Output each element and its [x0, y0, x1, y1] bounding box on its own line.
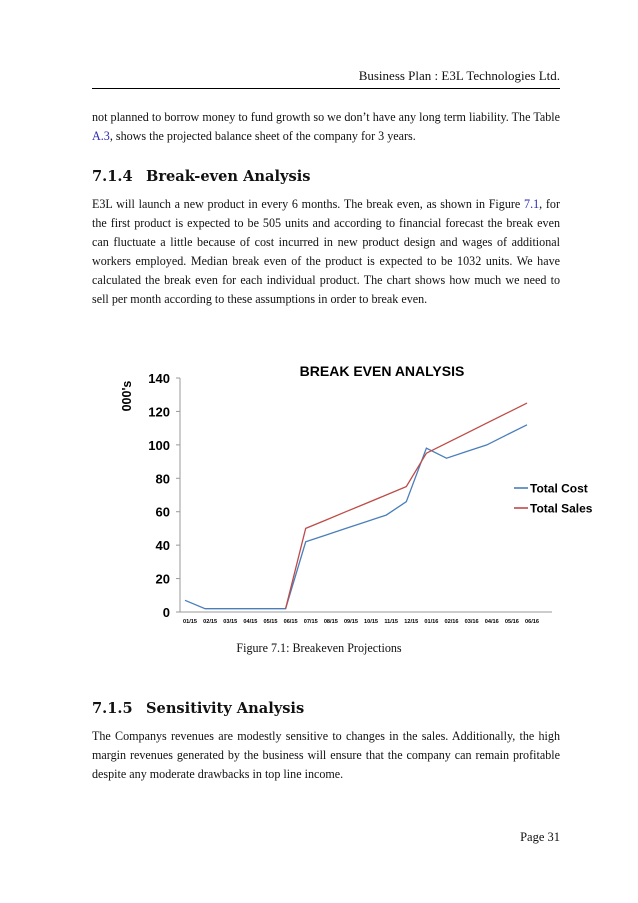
- y-tick-label: 20: [155, 571, 170, 587]
- x-tick-label: 12/15: [404, 619, 419, 625]
- break-even-paragraph: [92, 195, 560, 309]
- x-tick-label: 06/15: [283, 619, 298, 625]
- y-tick-label: 120: [148, 404, 170, 420]
- section-heading-break-even: [92, 168, 310, 185]
- section-title: Break-even Analysis: [146, 168, 311, 185]
- x-tick-label: 09/15: [343, 619, 358, 625]
- figure-link[interactable]: 7.1: [524, 197, 540, 211]
- x-tick-label: 02/15: [203, 619, 218, 625]
- x-tick-label: 02/16: [444, 619, 459, 625]
- x-tick-label: 10/15: [364, 619, 379, 625]
- table-link[interactable]: A.3: [92, 129, 110, 143]
- break-even-chart: [100, 350, 593, 630]
- x-tick-label: 01/16: [424, 619, 439, 625]
- legend-label: Total Cost: [530, 481, 588, 496]
- x-tick-label: 04/16: [484, 619, 499, 625]
- x-tick-label: 04/15: [243, 619, 258, 625]
- section-number: 7.1.5: [92, 700, 133, 717]
- x-tick-label: 01/15: [183, 619, 197, 625]
- section-title: Sensitivity Analysis: [146, 700, 305, 717]
- sensitivity-text: The Companys revenues are modestly sensitive to changes in the sales. Additionally, the high margin revenues generated by the business will ensure that the company can remain profitable despite any moderate drawbacks in top line income.: [92, 729, 560, 781]
- x-tick-label: 11/15: [384, 619, 399, 625]
- x-tick-label: 08/15: [323, 619, 338, 625]
- x-tick-label: 05/15: [263, 619, 278, 625]
- break-even-text-2: , for the first product is expected to be 505 units and according to financial forecast the break even can fluctuate a little because of cost incurred in new product design and wages of additional workers employed. Median break even of the product is expected to be 1032 units. We have calculated the break even for each individual product. The chart shows how much we need to sell per month according to these assumptions in order to break even.: [92, 197, 560, 306]
- figure-caption: Figure 7.1: Breakeven Projections: [236, 641, 402, 655]
- section-heading-sensitivity: [92, 700, 304, 717]
- series-line-total-sales: [286, 403, 527, 609]
- intro-paragraph: [92, 108, 560, 146]
- y-axis-label: 000's: [120, 380, 134, 412]
- series-line-total-cost: [185, 425, 527, 609]
- x-tick-label: 05/16: [504, 619, 519, 625]
- y-tick-label: 40: [155, 538, 170, 554]
- y-tick-label: 80: [155, 471, 170, 487]
- page-number: Page 31: [520, 830, 560, 844]
- legend-label: Total Sales: [530, 501, 593, 516]
- running-header: Business Plan : E3L Technologies Ltd.: [358, 68, 560, 83]
- y-tick-label: 60: [155, 504, 170, 520]
- sensitivity-paragraph: [92, 727, 560, 784]
- x-tick-label: 03/16: [464, 619, 479, 625]
- break-even-text-1: E3L will launch a new product in every 6 months. The break even, as shown in Figure: [92, 197, 525, 211]
- y-tick-label: 140: [148, 371, 170, 386]
- y-tick-label: 0: [162, 605, 170, 620]
- intro-text-2: , shows the projected balance sheet of the company for 3 years.: [109, 129, 416, 143]
- intro-text-1: not planned to borrow money to fund growth so we don’t have any long term liability. The Table: [92, 110, 560, 124]
- x-tick-label: 03/15: [223, 619, 238, 625]
- header-rule: [92, 88, 560, 89]
- y-tick-label: 100: [148, 437, 170, 453]
- chart-title: BREAK EVEN ANALYSIS: [299, 363, 465, 379]
- section-number: 7.1.4: [92, 168, 133, 185]
- x-tick-label: 06/16: [525, 619, 539, 625]
- x-tick-label: 07/15: [303, 619, 318, 625]
